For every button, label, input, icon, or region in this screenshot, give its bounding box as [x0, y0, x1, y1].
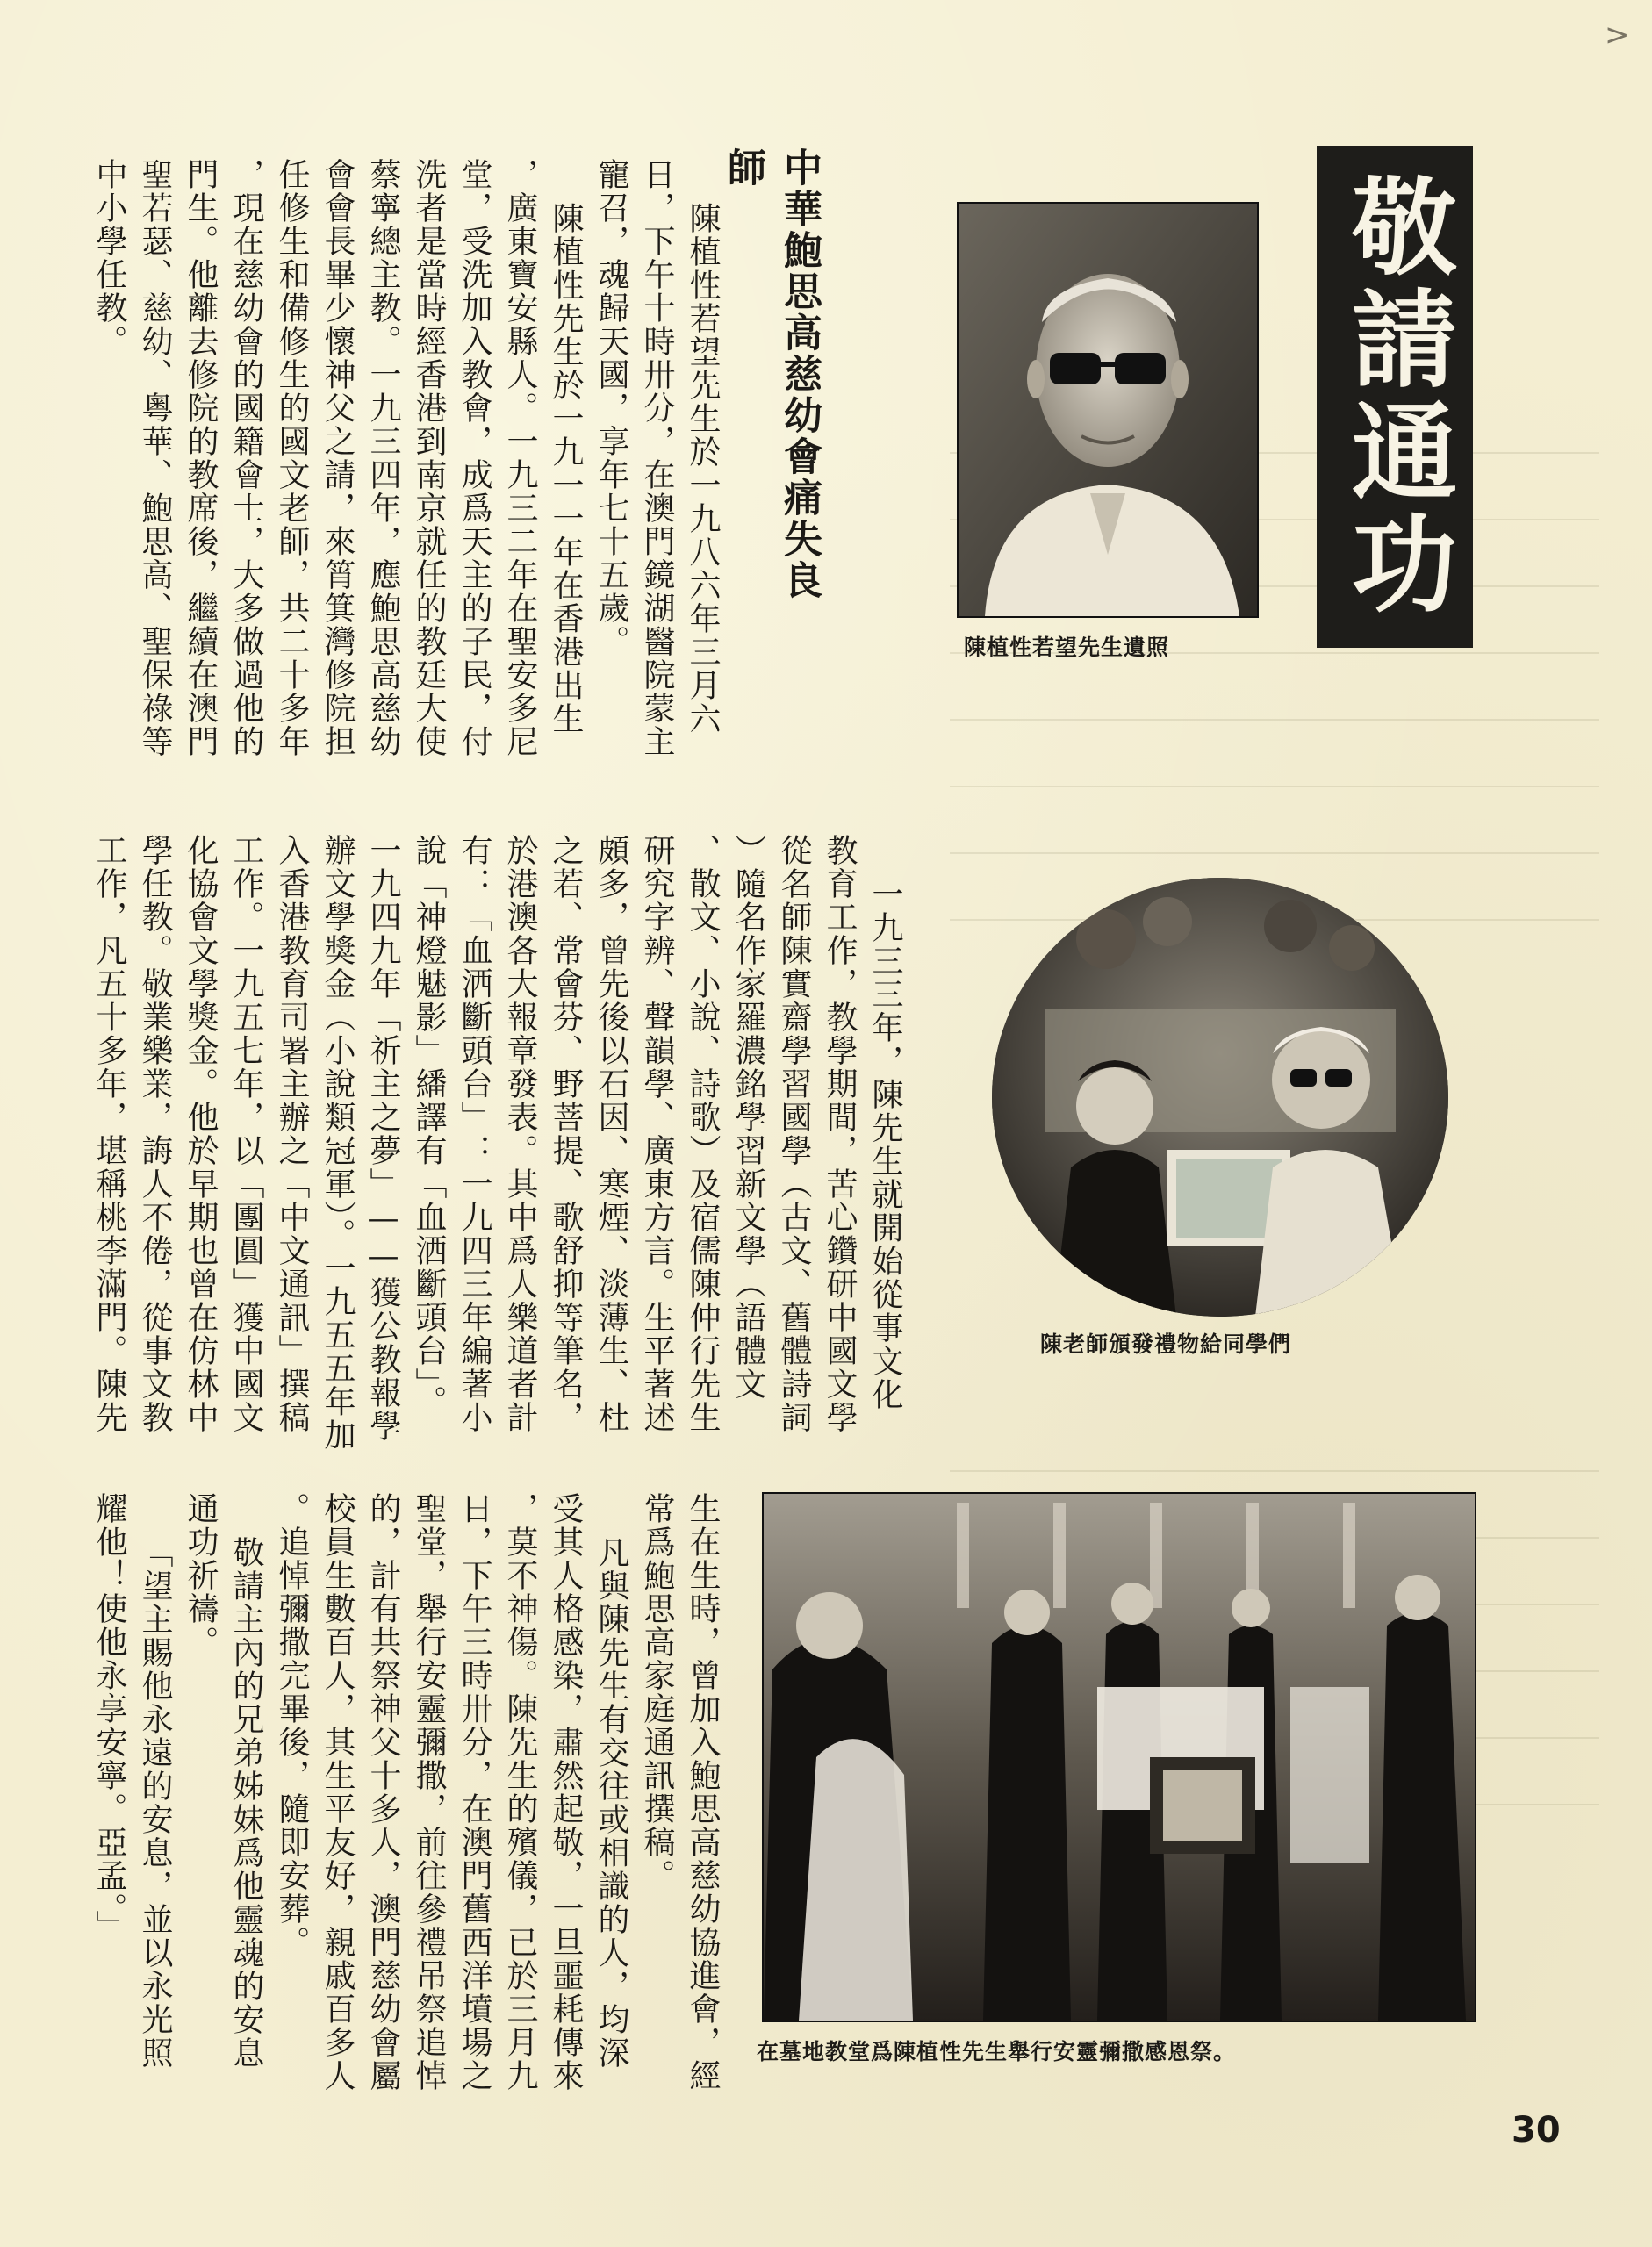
text-column: 陳植性若望先生於一九八六年三月六 [685, 202, 721, 736]
text-column: ，莫不神傷。陳先生的殯儀，已於三月九 [502, 1492, 538, 2093]
text-column: 寵召，魂歸天國，享年七十五歲。 [593, 158, 629, 658]
text-column: 凡與陳先生有交往或相識的人，均深 [593, 1536, 629, 2070]
text-column: 。追悼彌撒完畢後，隨即安葬。 [274, 1492, 310, 1959]
portrait-photo [957, 202, 1259, 618]
text-column: 辦文學獎金（小說類冠軍）。一九五五年加 [320, 834, 356, 1452]
text-column: 陳植性先生於一九一一年在香港出生 [548, 202, 584, 736]
text-column: 門生。他離去修院的教席後，繼續在澳門 [183, 158, 219, 758]
text-column: 校員生數百人，其生平友好，親戚百多人 [320, 1492, 356, 2093]
text-column: 「望主賜他永遠的安息，並以永光照 [137, 1536, 173, 2070]
text-column: 之若、常會芬、野菩提、歌舒抑等筆名， [548, 834, 584, 1434]
text-column: 入香港教育司署主辦之「中文通訊」撰稿 [274, 834, 310, 1434]
text-column: 頗多，曾先後以石因、寒煙、淡薄生、杜 [593, 834, 629, 1434]
text-column: 一九四九年「祈主之夢」——獲公教報學 [365, 834, 401, 1443]
text-column: 洗者是當時經香港到南京就任的教廷大使 [411, 158, 447, 758]
text-column: 任修生和備修生的國文老師，共二十多年 [274, 158, 310, 758]
ceremony-image [764, 1494, 1475, 2021]
ceremony-photo [762, 1492, 1476, 2022]
text-column: 、散文、小說、詩歌）及宿儒陳仲行先生 [685, 834, 721, 1434]
portrait-caption: 陳植性若望先生遺照 [964, 635, 1170, 660]
gift-image [992, 878, 1448, 1317]
article-subtitle: 中華鮑思高慈幼會痛失良師 [721, 147, 822, 601]
gift-caption: 陳老師頒發禮物給同學們 [1040, 1332, 1292, 1357]
text-column: 於港澳各大報章發表。其中爲人樂道者計 [502, 834, 538, 1434]
corner-fold-mark: > [1605, 18, 1630, 53]
text-column: 聖若瑟、慈幼、粵華、鮑思高、聖保祿等 [137, 158, 173, 758]
portrait-image [959, 204, 1257, 616]
text-column: 研究字辨、聲韻學、廣東方言。生平著述 [639, 834, 675, 1434]
text-column: 生在生時，曾加入鮑思高慈幼協進會，經 [685, 1492, 721, 2093]
page-number: 30 [1512, 2110, 1561, 2150]
text-column: 工作，凡五十多年，堪稱桃李滿門。陳先 [91, 834, 127, 1434]
gift-photo [992, 878, 1448, 1317]
text-column: ）隨名作家羅濃銘學習新文學（語體文 [730, 834, 766, 1401]
text-column: 聖堂，舉行安靈彌撒，前往參禮吊祭追悼 [411, 1492, 447, 2093]
text-column: 通功祈禱。 [183, 1492, 219, 1659]
text-column: 日，下午三時卅分，在澳門舊西洋墳場之 [456, 1492, 492, 2093]
text-column: 說「神燈魅影」繙譯有「血洒斷頭台」。 [411, 834, 447, 1418]
text-column: ，現在慈幼會的國籍會士，大多做過他的 [228, 158, 264, 758]
text-column: 有：「血洒斷頭台」：一九四三年編著小 [456, 834, 492, 1434]
text-column: 從名師陳實齋學習國學（古文、舊體詩詞 [776, 834, 812, 1434]
text-column: 會會長畢少懷神父之請，來筲箕灣修院担 [320, 158, 356, 758]
text-column: 中小學任教。 [91, 158, 127, 358]
text-column: 日，下午十時卅分，在澳門鏡湖醫院蒙主 [639, 158, 675, 758]
text-column: 教育工作，教學期間，苦心鑽研中國文學 [822, 834, 858, 1434]
text-column: 堂，受洗加入教會，成爲天主的子民，付 [456, 158, 492, 758]
ceremony-caption: 在墓地教堂爲陳植性先生舉行安靈彌撒感恩祭。 [757, 2039, 1237, 2064]
text-column: 的，計有共祭神父十多人，澳門慈幼會屬 [365, 1492, 401, 2093]
text-column: 一九三三年，陳先生就開始從事文化 [867, 878, 903, 1411]
text-column: 蔡寧總主教。一九三四年，應鮑思高慈幼 [365, 158, 401, 758]
text-column: ，廣東寶安縣人。一九三二年在聖安多尼 [502, 158, 538, 758]
text-column: 常爲鮑思高家庭通訊撰稿。 [639, 1492, 675, 1892]
text-column: 受其人格感染，肅然起敬，一旦噩耗傳來 [548, 1492, 584, 2093]
text-column: 工作。一九五七年，以「團圓」獲中國文 [228, 834, 264, 1434]
text-column: 學任教。敬業樂業，誨人不倦，從事文教 [137, 834, 173, 1434]
text-column: 耀他！使他永享安寧。亞孟。」 [91, 1492, 127, 1943]
page-heading: 敬請通功 [1317, 146, 1473, 648]
text-column: 敬請主內的兄弟姊妹爲他靈魂的安息 [228, 1536, 264, 2070]
text-column: 化協會文學獎金。他於早期也曾在仿林中 [183, 834, 219, 1434]
